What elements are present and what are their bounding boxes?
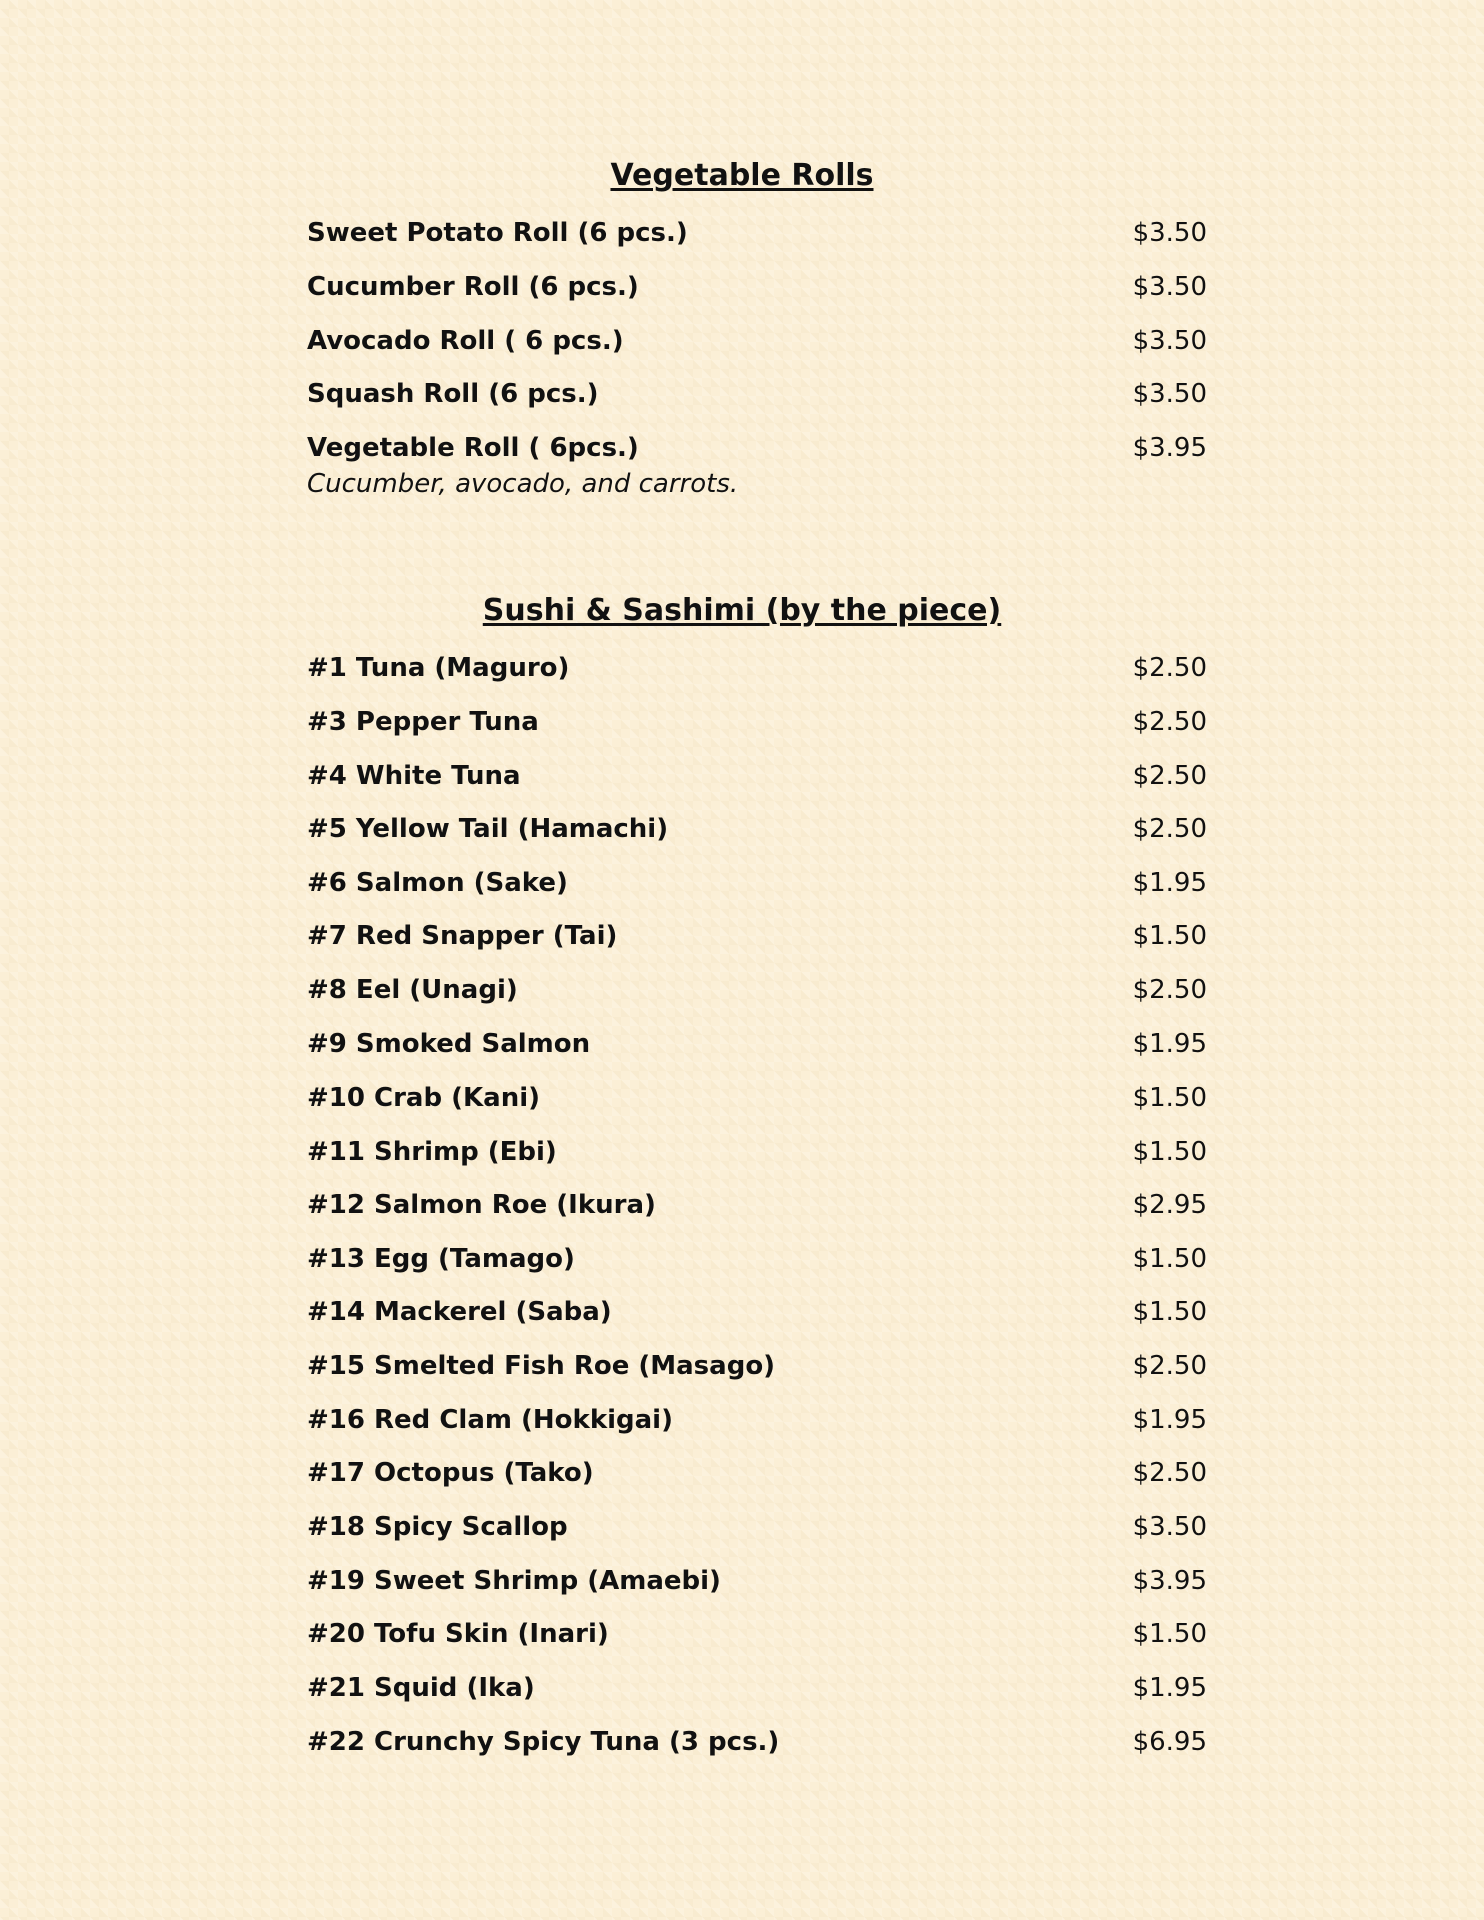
- item-name: #14 Mackerel (Saba): [307, 1297, 612, 1327]
- menu-item: [307, 814, 1207, 844]
- menu-item: [307, 975, 1207, 1005]
- item-price: $2.50: [1132, 814, 1207, 844]
- item-name: #9 Smoked Salmon: [307, 1029, 591, 1059]
- menu-item: [307, 868, 1207, 898]
- item-price: $1.95: [1132, 868, 1207, 898]
- item-price: $2.50: [1132, 1458, 1207, 1488]
- menu-item: [307, 1351, 1207, 1381]
- item-description: Cucumber, avocado, and carrots.: [307, 469, 739, 499]
- item-price: $3.50: [1132, 379, 1207, 409]
- menu-item: [307, 1512, 1207, 1542]
- item-name: #3 Pepper Tuna: [307, 707, 539, 737]
- menu-item: [307, 1190, 1207, 1220]
- menu-item: [307, 272, 1207, 302]
- item-price: $2.50: [1132, 707, 1207, 737]
- item-name: Squash Roll (6 pcs.): [307, 379, 599, 409]
- menu-item: [307, 653, 1207, 683]
- item-price: $1.50: [1132, 1244, 1207, 1274]
- item-price: $2.50: [1132, 975, 1207, 1005]
- item-name: #20 Tofu Skin (Inari): [307, 1619, 609, 1649]
- item-price: $2.95: [1132, 1190, 1207, 1220]
- item-name: #12 Salmon Roe (Ikura): [307, 1190, 656, 1220]
- menu-item: [307, 218, 1207, 248]
- item-name: Vegetable Roll ( 6pcs.): [307, 433, 639, 463]
- item-name: #18 Spicy Scallop: [307, 1512, 568, 1542]
- item-name: #15 Smelted Fish Roe (Masago): [307, 1351, 776, 1381]
- item-name: Cucumber Roll (6 pcs.): [307, 272, 639, 302]
- menu-item: [307, 1673, 1207, 1703]
- item-price: $1.50: [1132, 1297, 1207, 1327]
- menu-item: [307, 379, 1207, 409]
- section-title-vegetable-rolls: Vegetable Rolls: [610, 158, 874, 193]
- item-price: $2.50: [1132, 653, 1207, 683]
- item-name: #7 Red Snapper (Tai): [307, 921, 618, 951]
- item-name: #19 Sweet Shrimp (Amaebi): [307, 1566, 721, 1596]
- menu-item: [307, 1566, 1207, 1596]
- item-name: #16 Red Clam (Hokkigai): [307, 1405, 673, 1435]
- menu-item: [307, 433, 1207, 463]
- item-price: $1.50: [1132, 1619, 1207, 1649]
- menu-item: [307, 1458, 1207, 1488]
- section-title-sushi-sashimi: Sushi & Sashimi (by the piece): [482, 593, 1002, 628]
- item-name: Avocado Roll ( 6 pcs.): [307, 326, 624, 356]
- menu-item: [307, 1083, 1207, 1113]
- item-price: $2.50: [1132, 1351, 1207, 1381]
- item-price: $2.50: [1132, 761, 1207, 791]
- item-name: Sweet Potato Roll (6 pcs.): [307, 218, 688, 248]
- item-name: #22 Crunchy Spicy Tuna (3 pcs.): [307, 1727, 780, 1757]
- item-price: $1.95: [1132, 1673, 1207, 1703]
- item-price: $1.50: [1132, 1083, 1207, 1113]
- item-name: #21 Squid (Ika): [307, 1673, 535, 1703]
- menu-item: [307, 761, 1207, 791]
- item-name: #8 Eel (Unagi): [307, 975, 518, 1005]
- menu-item: [307, 1029, 1207, 1059]
- menu-item: [307, 1619, 1207, 1649]
- item-price: $3.95: [1132, 433, 1207, 463]
- menu-item: [307, 1244, 1207, 1274]
- item-name: #4 White Tuna: [307, 761, 521, 791]
- item-price: $3.50: [1132, 1512, 1207, 1542]
- item-price: $1.50: [1132, 1137, 1207, 1167]
- menu-item: [307, 707, 1207, 737]
- menu-item: [307, 1137, 1207, 1167]
- item-name: #1 Tuna (Maguro): [307, 653, 570, 683]
- item-name: #6 Salmon (Sake): [307, 868, 568, 898]
- item-price: $3.50: [1132, 218, 1207, 248]
- menu-item: [307, 1297, 1207, 1327]
- item-price: $1.95: [1132, 1405, 1207, 1435]
- item-name: #5 Yellow Tail (Hamachi): [307, 814, 669, 844]
- menu-item: [307, 1727, 1207, 1757]
- item-price: $3.95: [1132, 1566, 1207, 1596]
- item-price: $6.95: [1132, 1727, 1207, 1757]
- item-price: $1.95: [1132, 1029, 1207, 1059]
- item-price: $3.50: [1132, 326, 1207, 356]
- item-name: #10 Crab (Kani): [307, 1083, 541, 1113]
- item-name: #11 Shrimp (Ebi): [307, 1137, 557, 1167]
- menu-item: [307, 1405, 1207, 1435]
- menu-item: [307, 921, 1207, 951]
- item-name: #13 Egg (Tamago): [307, 1244, 575, 1274]
- item-price: $1.50: [1132, 921, 1207, 951]
- item-price: $3.50: [1132, 272, 1207, 302]
- menu-item: [307, 326, 1207, 356]
- item-name: #17 Octopus (Tako): [307, 1458, 594, 1488]
